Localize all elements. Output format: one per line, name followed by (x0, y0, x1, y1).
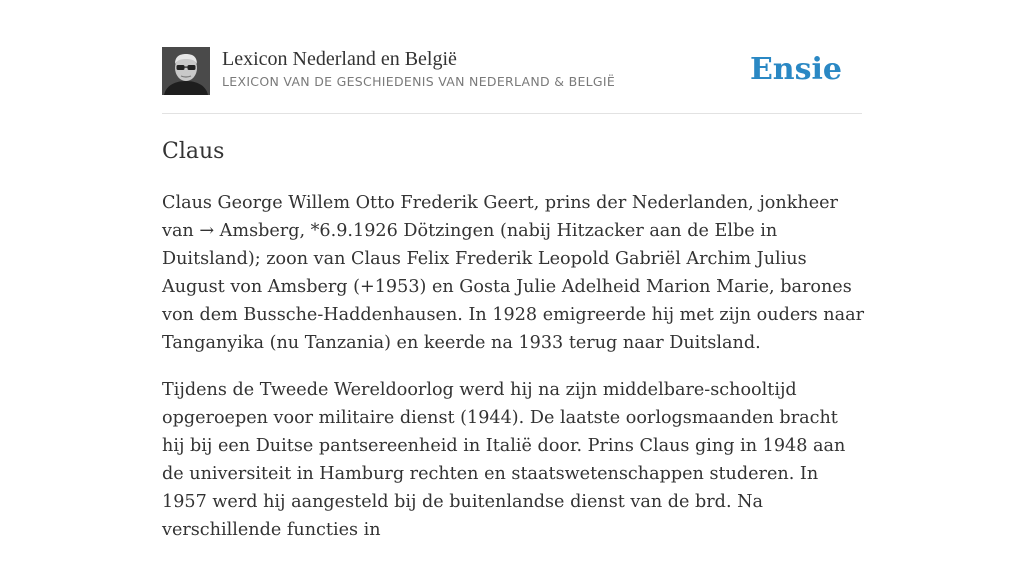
header-divider (162, 113, 862, 114)
ensie-logo-link[interactable]: Ensie (749, 52, 842, 87)
source-subtitle: LEXICON VAN DE GESCHIEDENIS VAN NEDERLAND & BELGIË (222, 74, 616, 89)
source-title[interactable]: Lexicon Nederland en België (222, 48, 457, 70)
avatar[interactable] (162, 47, 210, 95)
person-portrait-icon (162, 47, 210, 95)
source-header (162, 46, 862, 96)
page-title: Claus (162, 139, 225, 164)
article-paragraph: Tijdens de Tweede Wereldoorlog werd hij na zijn middelbare-schooltijd opgeroepen voor militaire dienst (1944). De laatste oorlogsmaanden bracht hij bij een Duitse pantsereenheid in Italië door. Prins Claus ging in 1948 aan de universiteit in Hamburg rechten en staatswetenschappen studeren. In 1957 werd hij aangesteld bij de buitenlandse dienst van de brd. Na verschillende functies in (162, 380, 846, 540)
article-paragraph: Claus George Willem Otto Frederik Geert, prins der Nederlanden, jonkheer van → Amsberg, *6.9.1926 Dötzingen (nabij Hitzacker aan de Elbe in Duitsland); zoon van Claus Felix Frederik Leopold Gabriël Archim Julius August von Amsberg (+1953) en Gosta Julie Adelheid Marion Marie, barones von dem Bussche-Haddenhausen. In 1928 emigreerde hij met zijn ouders naar Tanganyika (nu Tanzania) en keerde na 1933 terug naar Duitsland. (162, 193, 864, 353)
article-body (162, 189, 864, 563)
